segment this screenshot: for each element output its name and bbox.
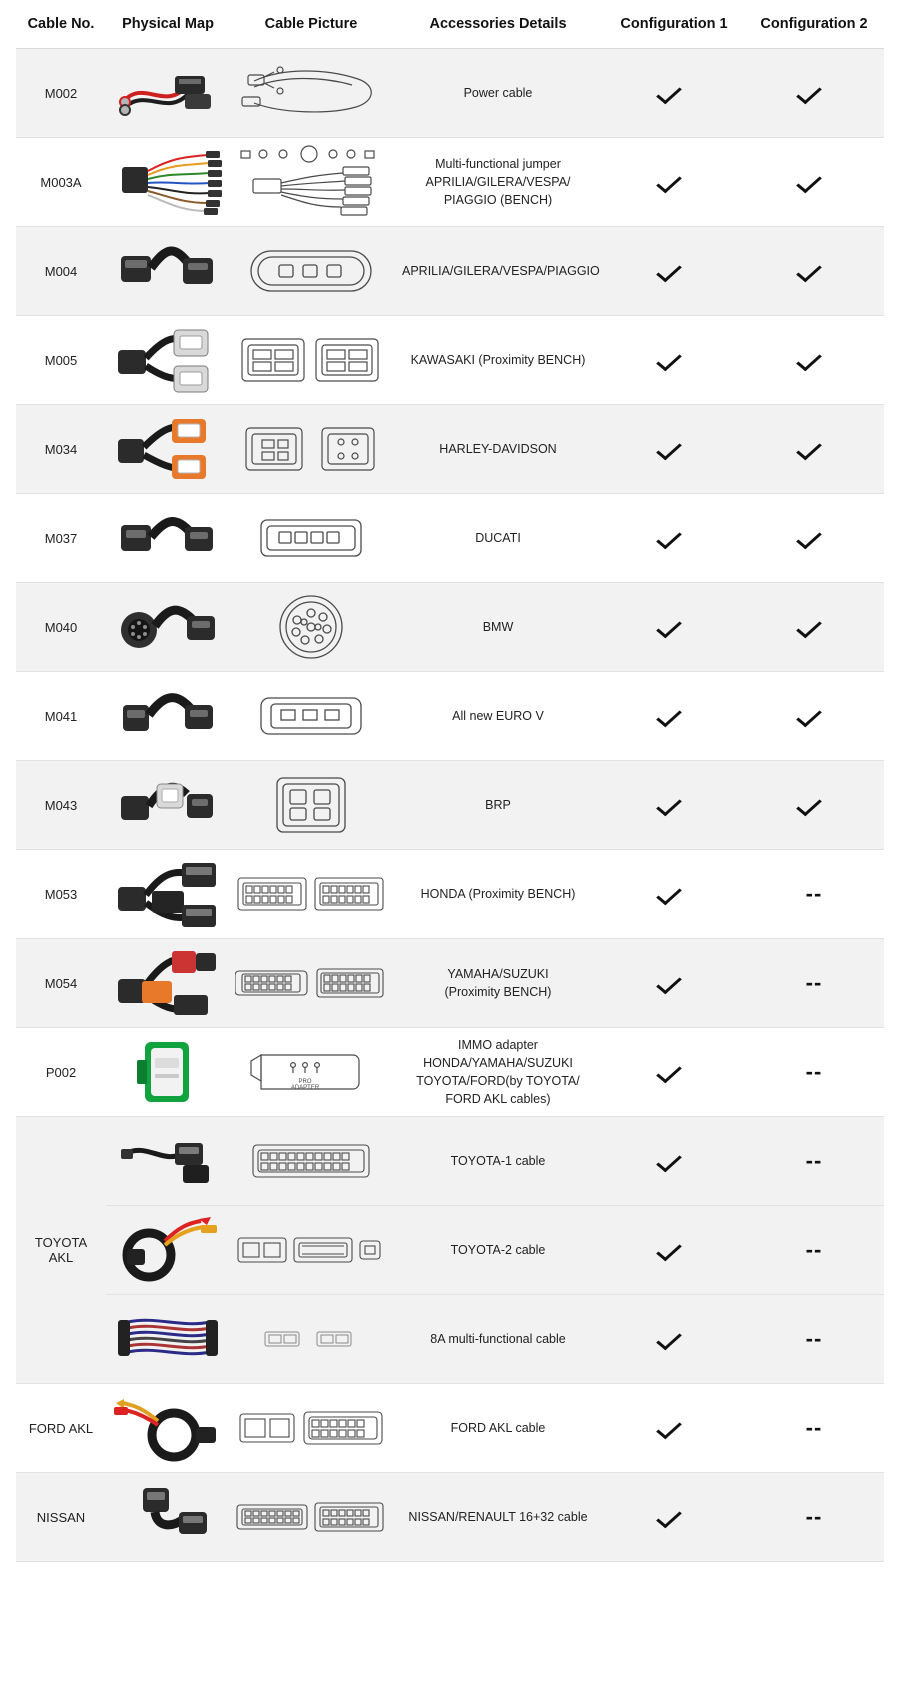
cell-configuration-2 <box>744 672 884 761</box>
cell-configuration-1 <box>604 138 744 227</box>
cell-accessories-details <box>392 138 604 227</box>
power-cable-photo <box>110 62 226 124</box>
m040-photo <box>110 594 226 660</box>
check-icon <box>659 789 689 819</box>
check-icon <box>659 700 689 730</box>
cell-cable-no: P002 <box>16 1028 106 1117</box>
accessory-line: YAMAHA/SUZUKI <box>447 966 549 981</box>
svg-text:PRO: PRO <box>298 1079 312 1085</box>
cell-cable-no: FORD AKL <box>16 1384 106 1473</box>
table-row <box>16 1295 884 1384</box>
yamaha-connectors-drawing <box>234 957 388 1009</box>
check-icon <box>659 166 689 196</box>
cell-configuration-2 <box>744 1028 884 1117</box>
cell-physical-map <box>106 939 230 1028</box>
table-header <box>16 0 884 49</box>
check-icon <box>659 255 689 285</box>
check-icon <box>799 522 829 552</box>
header-configuration-1: Configuration 1 <box>604 0 744 49</box>
euro5-connector-drawing <box>234 684 388 748</box>
table-body <box>16 49 884 1562</box>
accessory-line: PIAGGIO (BENCH) <box>443 193 553 208</box>
cell-physical-map <box>106 583 230 672</box>
cell-configuration-1 <box>604 583 744 672</box>
multi-jumper-photo <box>110 145 226 219</box>
cell-configuration-1 <box>604 1473 744 1562</box>
check-icon <box>659 522 689 552</box>
cell-accessories-details <box>392 761 604 850</box>
header-physical-map: Physical Map <box>106 0 230 49</box>
check-icon <box>659 1412 689 1442</box>
accessory-line: IMMO adapter <box>458 1037 538 1052</box>
cell-accessories-details <box>392 49 604 138</box>
cell-accessories-details <box>392 1028 604 1117</box>
m054-photo <box>110 945 226 1021</box>
accessory-line: Multi-functional jumper <box>435 156 561 171</box>
cell-cable-picture <box>230 138 392 227</box>
dash-icon: -- <box>805 1148 823 1173</box>
nissan-photo <box>110 1484 226 1550</box>
m043-photo <box>110 772 226 838</box>
check-icon <box>659 967 689 997</box>
cell-configuration-1 <box>604 939 744 1028</box>
check-icon <box>659 1056 689 1086</box>
cell-physical-map <box>106 672 230 761</box>
multi-jumper-drawing <box>234 145 388 219</box>
table-row <box>16 316 884 405</box>
two-square-connectors-drawing <box>234 331 388 389</box>
cell-cable-no: M041 <box>16 672 106 761</box>
cell-accessories-details <box>392 1206 604 1295</box>
dash-icon: -- <box>805 1326 823 1351</box>
accessory-line: BMW <box>482 619 514 634</box>
cell-configuration-2 <box>744 939 884 1028</box>
cell-configuration-2 <box>744 1473 884 1562</box>
cell-physical-map <box>106 405 230 494</box>
cell-accessories-details <box>392 583 604 672</box>
m037-photo <box>110 505 226 571</box>
p002-photo <box>110 1036 226 1108</box>
m004-photo <box>110 238 226 304</box>
check-icon <box>659 77 689 107</box>
accessory-line: KAWASAKI (Proximity BENCH) <box>410 352 586 367</box>
cell-cable-picture <box>230 850 392 939</box>
table-row <box>16 1473 884 1562</box>
cell-accessories-details <box>392 227 604 316</box>
cell-accessories-details <box>392 494 604 583</box>
cell-cable-picture <box>230 1206 392 1295</box>
check-icon <box>799 77 829 107</box>
ford-akl-connectors-drawing <box>234 1404 388 1452</box>
table-row <box>16 1206 884 1295</box>
accessory-line: HONDA/YAMAHA/SUZUKI <box>423 1055 573 1070</box>
round-10pin-drawing <box>234 591 388 663</box>
cell-physical-map <box>106 227 230 316</box>
cell-physical-map <box>106 1384 230 1473</box>
cell-configuration-2 <box>744 138 884 227</box>
accessory-line: DUCATI <box>475 530 521 545</box>
table-row <box>16 939 884 1028</box>
cell-cable-picture <box>230 1295 392 1384</box>
brp-connector-drawing <box>234 772 388 838</box>
cell-configuration-1 <box>604 494 744 583</box>
check-icon <box>659 433 689 463</box>
toyota8a-connectors-drawing <box>234 1323 388 1355</box>
dash-icon: -- <box>805 1504 823 1529</box>
check-icon <box>799 700 829 730</box>
cell-configuration-1 <box>604 761 744 850</box>
accessory-line: TOYOTA-1 cable <box>450 1153 546 1168</box>
table-row <box>16 672 884 761</box>
table-row <box>16 1028 884 1117</box>
cell-physical-map <box>106 1473 230 1562</box>
cell-accessories-details <box>392 850 604 939</box>
cell-accessories-details <box>392 1295 604 1384</box>
cell-configuration-1 <box>604 1384 744 1473</box>
accessory-line: Power cable <box>463 85 533 100</box>
cell-cable-picture <box>230 939 392 1028</box>
table-row <box>16 850 884 939</box>
cell-configuration-1 <box>604 1295 744 1384</box>
cell-configuration-2 <box>744 850 884 939</box>
check-icon <box>799 166 829 196</box>
cell-configuration-1 <box>604 405 744 494</box>
accessory-line: HARLEY-DAVIDSON <box>439 441 557 456</box>
check-icon <box>799 344 829 374</box>
cell-accessories-details <box>392 1117 604 1206</box>
svg-text:ADAPTER: ADAPTER <box>290 1085 320 1091</box>
cell-cable-picture <box>230 583 392 672</box>
toyota1-connector-drawing <box>234 1137 388 1185</box>
cell-cable-picture <box>230 316 392 405</box>
dash-icon: -- <box>805 1237 823 1262</box>
dash-icon: -- <box>805 881 823 906</box>
cell-accessories-details <box>392 1384 604 1473</box>
cell-configuration-1 <box>604 1028 744 1117</box>
table-row <box>16 583 884 672</box>
dash-icon: -- <box>805 1059 823 1084</box>
cell-cable-no: M043 <box>16 761 106 850</box>
cell-physical-map <box>106 1206 230 1295</box>
cell-cable-no-group-toyota: TOYOTA AKL <box>16 1117 106 1384</box>
cell-configuration-2 <box>744 494 884 583</box>
accessory-line: All new EURO V <box>452 708 544 723</box>
cell-cable-no: M040 <box>16 583 106 672</box>
power-cable-drawing <box>234 61 388 125</box>
accessory-line: APRILIA/GILERA/VESPA/ <box>425 174 571 189</box>
accessory-line: FORD AKL cable <box>450 1420 546 1435</box>
cell-accessories-details <box>392 939 604 1028</box>
cell-physical-map <box>106 494 230 583</box>
cell-configuration-1 <box>604 227 744 316</box>
cell-configuration-1 <box>604 1117 744 1206</box>
oval-connector-drawing <box>234 243 388 299</box>
cell-cable-no: M054 <box>16 939 106 1028</box>
cell-cable-picture <box>230 672 392 761</box>
honda-connectors-drawing <box>234 868 388 920</box>
table-row <box>16 405 884 494</box>
cell-configuration-2 <box>744 761 884 850</box>
cell-configuration-2 <box>744 1295 884 1384</box>
header-row <box>16 0 884 49</box>
cell-configuration-2 <box>744 1117 884 1206</box>
m041-photo <box>110 683 226 749</box>
check-icon <box>659 878 689 908</box>
accessory-line: APRILIA/GILERA/VESPA/PIAGGIO <box>402 263 600 278</box>
header-configuration-2: Configuration 2 <box>744 0 884 49</box>
accessory-line: (Proximity BENCH) <box>444 985 552 999</box>
cell-configuration-2 <box>744 316 884 405</box>
table-row <box>16 494 884 583</box>
check-icon <box>659 611 689 641</box>
cell-physical-map <box>106 138 230 227</box>
accessory-line: TOYOTA-2 cable <box>450 1242 546 1257</box>
table-row <box>16 49 884 138</box>
toyota2-photo <box>110 1215 226 1285</box>
cell-configuration-1 <box>604 672 744 761</box>
cell-cable-no: M005 <box>16 316 106 405</box>
ford-akl-photo <box>110 1393 226 1463</box>
cell-physical-map <box>106 761 230 850</box>
cell-cable-picture <box>230 761 392 850</box>
cell-physical-map <box>106 850 230 939</box>
cell-cable-no: M003A <box>16 138 106 227</box>
toyota1-photo <box>110 1129 226 1193</box>
cell-configuration-2 <box>744 405 884 494</box>
cell-accessories-details <box>392 316 604 405</box>
accessory-line: NISSAN/RENAULT 16+32 cable <box>408 1509 588 1524</box>
cell-cable-picture <box>230 227 392 316</box>
cell-physical-map <box>106 1028 230 1117</box>
cell-configuration-2 <box>744 1206 884 1295</box>
check-icon <box>659 344 689 374</box>
check-icon <box>799 255 829 285</box>
dash-icon: -- <box>805 970 823 995</box>
cell-cable-no: M002 <box>16 49 106 138</box>
check-icon <box>659 1234 689 1264</box>
cell-physical-map <box>106 1117 230 1206</box>
cable-table <box>16 0 884 1562</box>
cell-cable-no: NISSAN <box>16 1473 106 1562</box>
toyota8a-photo <box>110 1306 226 1372</box>
cell-cable-no: M034 <box>16 405 106 494</box>
cell-physical-map <box>106 1295 230 1384</box>
immo-adapter-drawing <box>234 1045 388 1099</box>
table-row <box>16 1117 884 1206</box>
check-icon <box>659 1501 689 1531</box>
cell-cable-no: M004 <box>16 227 106 316</box>
cell-cable-picture <box>230 1473 392 1562</box>
cell-accessories-details <box>392 672 604 761</box>
cell-configuration-2 <box>744 583 884 672</box>
cell-cable-picture <box>230 494 392 583</box>
cell-cable-picture <box>230 1028 392 1117</box>
accessory-line: TOYOTA/FORD(by TOYOTA/ <box>416 1074 580 1088</box>
table-row <box>16 227 884 316</box>
cell-configuration-2 <box>744 1384 884 1473</box>
accessory-line: HONDA (Proximity BENCH) <box>420 886 576 901</box>
table-row <box>16 761 884 850</box>
cell-cable-no: M053 <box>16 850 106 939</box>
cell-cable-picture <box>230 405 392 494</box>
dash-icon: -- <box>805 1415 823 1440</box>
check-icon <box>659 1145 689 1175</box>
cell-physical-map <box>106 49 230 138</box>
cell-configuration-2 <box>744 49 884 138</box>
m053-photo <box>110 857 226 931</box>
accessory-line: FORD AKL cables) <box>445 1092 551 1107</box>
cell-cable-picture <box>230 1384 392 1473</box>
cell-configuration-1 <box>604 1206 744 1295</box>
cell-accessories-details <box>392 1473 604 1562</box>
nissan-connectors-drawing <box>234 1495 388 1539</box>
check-icon <box>799 789 829 819</box>
table-row <box>16 1384 884 1473</box>
header-cable-no: Cable No. <box>16 0 106 49</box>
header-accessories-details: Accessories Details <box>392 0 604 49</box>
cell-cable-picture <box>230 1117 392 1206</box>
ducati-connector-drawing <box>234 512 388 564</box>
cell-cable-picture <box>230 49 392 138</box>
two-small-connectors-drawing <box>234 420 388 478</box>
m005-photo <box>110 322 226 398</box>
toyota2-connectors-drawing <box>234 1228 388 1272</box>
table-row <box>16 138 884 227</box>
cell-physical-map <box>106 316 230 405</box>
cell-configuration-1 <box>604 850 744 939</box>
accessory-line: BRP <box>485 797 511 812</box>
accessory-line: 8A multi-functional cable <box>430 1331 566 1346</box>
cell-accessories-details <box>392 405 604 494</box>
cell-cable-no: M037 <box>16 494 106 583</box>
check-icon <box>799 611 829 641</box>
cell-configuration-1 <box>604 49 744 138</box>
m034-photo <box>110 411 226 487</box>
check-icon <box>659 1323 689 1353</box>
header-cable-picture: Cable Picture <box>230 0 392 49</box>
cell-configuration-1 <box>604 316 744 405</box>
cell-configuration-2 <box>744 227 884 316</box>
check-icon <box>799 433 829 463</box>
